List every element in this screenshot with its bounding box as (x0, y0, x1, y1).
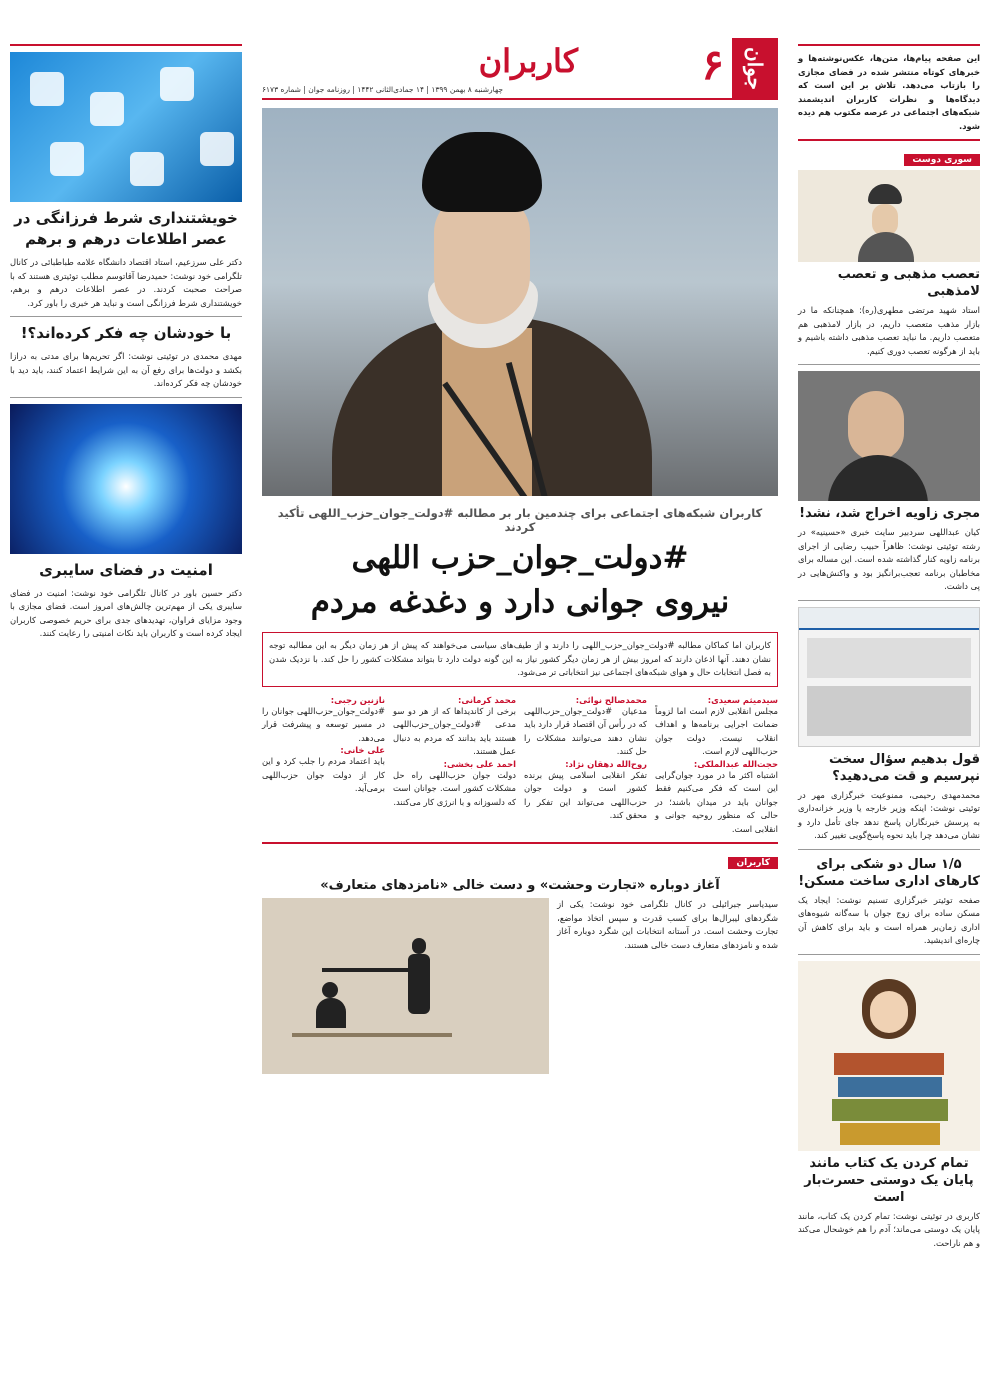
voice-text: باید اعتماد مردم را جلب کرد و این کار از دولت جوان حزب‌اللهی برمی‌آید. (262, 756, 385, 793)
divider (798, 139, 980, 141)
lead-text: کاربران اما کماکان مطالبه #دولت_جوان_حزب_اللهی را دارند و از طیف‌های سیاسی می‌خواهند که پیش از هر زمان دیگر به این مطالبه توجه نشان دهند. آنها اذعان دارند که امروز بیش از هر زمان دیگر کشور نیاز به این گونه دولت دارد تا بتواند مشکلات کشور را حل کند. با نزدیک شدن به فصل انتخابات حال و هوای شبکه‌های اجتماعی نیز انتخاباتی تر می‌شود. (269, 640, 771, 677)
voice-name: محمدصالح نوائی: (575, 694, 647, 705)
story-title: خویشتنداری شرط فرزانگی در عصر اطلاعات درهم و برهم (14, 209, 238, 248)
left-column (0, 0, 250, 1398)
voice-text: مدعیان #دولت_جوان_حزب‌اللهی که در رأس آن اقتصاد قرار دارد باید نشان دهند می‌توانند مشکلات را حل کنند. (524, 705, 647, 756)
dateline: چهارشنبه ۸ بهمن ۱۳۹۹ | ۱۴ جمادی‌الثانی ۱۴۴۲ | روزنامه جوان | شماره ۶۱۷۳ (262, 85, 504, 94)
story-body: کیان عبداللهی سردبیر سایت خبری «حسینیه» در رشته توئیتی نوشت: ظاهراً حبیب رضایی از اجرای برنامه زاویه کنار گذاشته شده است. این مساله برای مخاطبان برنامه تعجب‌برانگیز بود و واکنش‌هایی در پی داشت. (798, 527, 980, 591)
voice-name: نازنین رجبی: (330, 694, 385, 705)
center-column (262, 0, 778, 1398)
divider (798, 600, 980, 601)
voice-text: تفکر انقلابی اسلامی پیش برنده کشور است و دولت جوان حزب‌اللهی می‌تواند این تفکر را محقق کند. (524, 769, 647, 820)
twitter-icons-image (10, 52, 242, 202)
divider (262, 842, 778, 844)
main-headline: #دولت_جوان_حزب اللهی (351, 540, 689, 576)
story-body: استاد شهید مرتضی مطهری(ره): همچنانکه ما در بازار مذهب متعصب داریم، در بازار لامذهبی هم متعصب داریم. ما نباید تعصب مذهبی داشته باشیم و باید از هرگونه تعصب دوری کنیم. (798, 305, 980, 356)
story-columns (262, 898, 778, 1074)
voices-column-4 (262, 695, 385, 837)
intro-text: این صفحه پیام‌ها، متن‌ها، عکس‌نوشته‌ها و خبرهای کوتاه منتشر شده در فضای مجازی را بازتاب می‌دهد. تلاش بر این است که دیدگاه‌ها و نظرات کاربران اندیشمند شبکه‌های اجتماعی در عرصه مکتوب هم دیده شود. (798, 53, 980, 131)
voice-name: حجت‌الله عبدالملکی: (693, 758, 778, 769)
divider (10, 44, 242, 46)
voices-columns (262, 695, 778, 837)
voice-name: سیدمیثم سعیدی: (707, 694, 778, 705)
story-body: سیدیاسر جبرائیلی در کانال تلگرامی خود نوشت: یکی از شگردهای لیبرال‌ها برای کسب قدرت و سپس اتخاذ مواضع، تجارت وحشت است. در آستانه انتخابات این شگرد دوباره آغاز شده و نامزدهای متعارف دست خالی هستند. (557, 899, 778, 950)
divider (798, 954, 980, 955)
voice-name: محمد کرمانی: (458, 694, 516, 705)
story-body: محمدمهدی رحیمی، ممنوعیت خبرگزاری مهر در توئیتی نوشت: اینکه وزیر خارجه یا وزیر خزانه‌داری به پرسش خبرنگاران پاسخ ندهد جای تأمل دارد و نشان می‌دهد چرا باید نحوه پاسخ‌گویی تغییر کند. (798, 789, 980, 840)
subheadline: کاربران شبکه‌های اجتماعی برای چندمین بار بر مطالبه #دولت_جوان_حزب_اللهی تأکید کردند (277, 506, 763, 534)
story-body: صفحه توئیتر خبرگزاری تسنیم نوشت: ایجاد یک مسکن ساده برای زوج جوان با سه‌گانه شیوه‌های اداری زمان‌بر همراه است و باید برای کاهش آن چاره‌ای اندیشید. (798, 894, 980, 945)
story-body: مهدی محمدی در توئیتی نوشت: اگر تحریم‌ها برای مدتی به درازا بکشد و دولت‌ها برای رفع آن به این شرایط اعتماد کنند، باید دید با خودشان چه فکر کرده‌اند. (10, 351, 242, 388)
masthead (262, 38, 778, 100)
voices-column-3 (393, 695, 516, 837)
story-title: با خودشان چه فکر کرده‌اند؟! (20, 324, 232, 342)
divider (798, 849, 980, 850)
voice-text: برخی از کاندیداها که از هر دو سو مدعی #دولت_جوان_حزب‌اللهی هستند باید بدانند که مردم به دنبال عمل هستند. (393, 705, 516, 756)
right-column (790, 0, 990, 1398)
newspaper-front-image (798, 607, 980, 747)
divider (798, 364, 980, 365)
story-title: امنیت در فضای سایبری (39, 560, 213, 579)
story-title: مجری زاویه اخراج شد، نشد! (799, 506, 980, 521)
story-body: دکتر علی سرزعیم، استاد اقتصاد دانشگاه علامه طباطبائی در کانال تلگرامی خود نوشت: حمیدرضا آقاتوسم مطلب توئیتری هستند که با صراحت صحبت کردند. در عصر اطلاعات درهم و برهم، خویشتنداری شرط فرزانگی است و نباید هر خبری را باور کرد. (10, 257, 242, 308)
voice-name: روح‌الله دهقان نژاد: (565, 758, 647, 769)
voice-text: #دولت_جوان_حزب‌اللهی جوانان را در مسیر توسعه و پیشرفت قرار می‌دهد. (262, 705, 385, 743)
page-number: ۶ (701, 40, 724, 89)
voices-column-2 (524, 695, 647, 837)
divider (798, 44, 980, 46)
divider (10, 397, 242, 398)
story-title: آغاز دوباره «تجارت وحشت» و دست خالی «نامزدهای متعارف» (320, 878, 720, 893)
cartoon-image (262, 898, 549, 1074)
kicker-badge: کاربران (728, 857, 778, 869)
lead-box (262, 632, 778, 687)
newspaper-logo: جوان (732, 38, 778, 98)
portrait-sketch-image (798, 170, 980, 262)
story-body: کاربری در توئیتی نوشت: تمام کردن یک کتاب، مانند پایان یک دوستی می‌ماند؛ آدم را هم خوشحال می‌کند و هم ناراحت. (798, 1210, 980, 1248)
divider (10, 316, 242, 317)
cyber-security-image (10, 404, 242, 554)
section-title: کاربران (478, 42, 578, 80)
cartoon-column (262, 898, 549, 1074)
story-title: تعصب مذهبی و تعصب لامذهبی (837, 267, 980, 299)
story-text-column (557, 898, 778, 1074)
person-photo (798, 371, 980, 501)
voice-text: اشتباه اکثر ما در مورد جوان‌گرایی این است که فکر می‌کنیم فقط جوانان باید در میدان باشند؛ در حالی که منظور روحیه جوانی و انقلابی است. (655, 769, 778, 834)
story-title: تمام کردن یک کتاب مانند پایان یک دوستی حسرت‌بار است (804, 1155, 974, 1205)
voice-text: دولت جوان حزب‌اللهی راه حل مشکلات کشور است. جوانان است که دلسوزانه و با انرژی کار می‌کنند. (393, 769, 516, 807)
voices-column-1 (655, 695, 778, 837)
voice-text: مجلس انقلابی لازم است اما لزوماً ضمانت اجرایی برنامه‌ها و اهداف انقلاب نیست. دولت جوان حزب‌اللهی لازم است. (655, 705, 778, 756)
story-title: قول بدهیم سؤال سخت نپرسیم و قت می‌دهید؟ (828, 751, 980, 784)
voice-name: علی خانی: (340, 745, 385, 755)
story-title: ۱/۵ سال دو شکی برای کارهای اداری ساخت مسکن! (798, 856, 980, 889)
kicker-badge: سوری دوست (904, 154, 980, 166)
hero-photo (262, 108, 778, 496)
main-headline-line2: نیروی جوانی دارد و دغدغه مردم (310, 584, 730, 620)
story-body: دکتر حسین باور در کانال تلگرامی خود نوشت: امنیت در فضای سایبری یکی از مهم‌ترین چالش‌های امروز است. فضای مجازی با وجود مزایای فراوان، تهدیدهای جدی برای حریم خصوصی کاربران ایجاد کرده است و کاربران باید نکات امنیتی را رعایت کنند. (10, 587, 242, 638)
voice-name: احمد علی بخشی: (443, 758, 516, 769)
girl-reading-image (798, 961, 980, 1151)
